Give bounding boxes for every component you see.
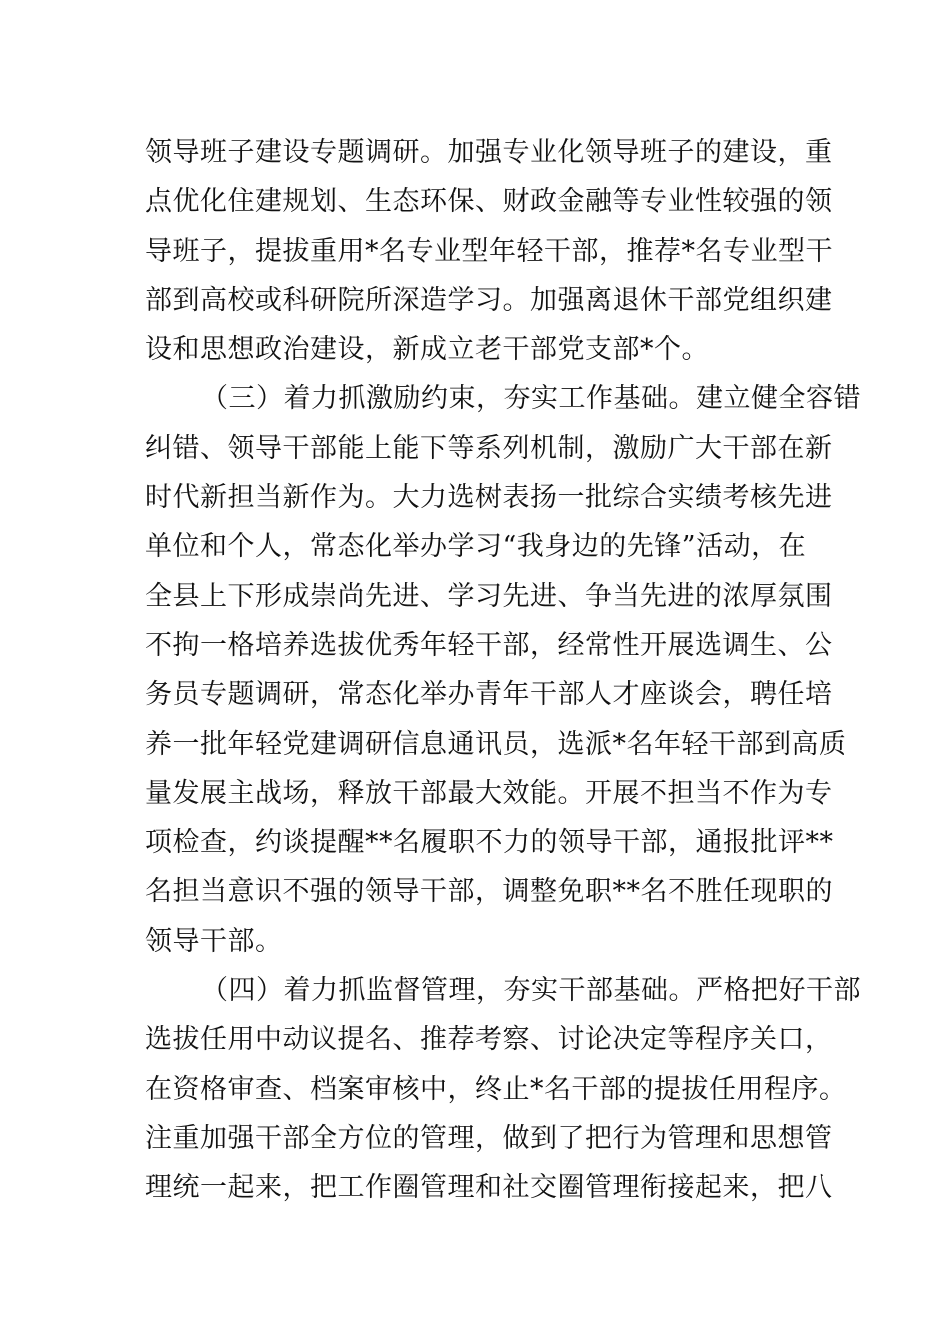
text-line: 务员专题调研，常态化举办青年干部人才座谈会，聘任培	[145, 679, 833, 711]
text-line: 领导班子建设专题调研。加强专业化领导班子的建设，重	[145, 137, 833, 168]
body-text	[145, 128, 861, 1213]
text-line: 量发展主战场，释放干部最大效能。开展不担当不作为专	[145, 777, 833, 809]
text-line: 在资格审查、档案审核中，终止*名干部的提拔任用程序。	[145, 1073, 847, 1105]
text-line: 设和思想政治建设，新成立老干部党支部*个。	[145, 334, 709, 366]
text-line: 领导干部。	[145, 925, 283, 957]
section-four-heading-line: （四）着力抓监督管理，夯实干部基础。严格把好干部	[201, 975, 861, 1007]
text-line: 部到高校或科研院所深造学习。加强离退休干部党组织建	[145, 284, 833, 316]
text-line: 养一批年轻党建调研信息通讯员，选派*名年轻干部到高质	[145, 728, 847, 760]
text-line: 点优化住建规划、生态环保、财政金融等专业性较强的领	[145, 186, 833, 218]
text-line: 不拘一格培养选拔优秀年轻干部，经常性开展选调生、公	[145, 629, 833, 661]
text-line: 理统一起来，把工作圈管理和社交圈管理衔接起来，把八	[145, 1172, 833, 1204]
text-line: 单位和个人，常态化举办学习“我身边的先锋”活动，在	[145, 531, 807, 563]
text-line: 全县上下形成崇尚先进、学习先进、争当先进的浓厚氛围	[145, 580, 833, 612]
text-line: 时代新担当新作为。大力选树表扬一批综合实绩考核先进	[145, 482, 833, 514]
text-line: 项检查，约谈提醒**名履职不力的领导干部，通报批评**	[145, 827, 834, 859]
text-line: 导班子，提拔重用*名专业型年轻干部，推荐*名专业型干	[145, 235, 833, 267]
section-three-heading-line: （三）着力抓激励约束，夯实工作基础。建立健全容错	[201, 383, 861, 415]
text-line: 名担当意识不强的领导干部，调整免职**名不胜任现职的	[145, 876, 833, 908]
text-line: 纠错、领导干部能上能下等系列机制，激励广大干部在新	[145, 432, 833, 464]
text-line: 注重加强干部全方位的管理，做到了把行为管理和思想管	[145, 1122, 833, 1154]
text-line: 选拔任用中动议提名、推荐考察、讨论决定等程序关口，	[145, 1024, 833, 1056]
